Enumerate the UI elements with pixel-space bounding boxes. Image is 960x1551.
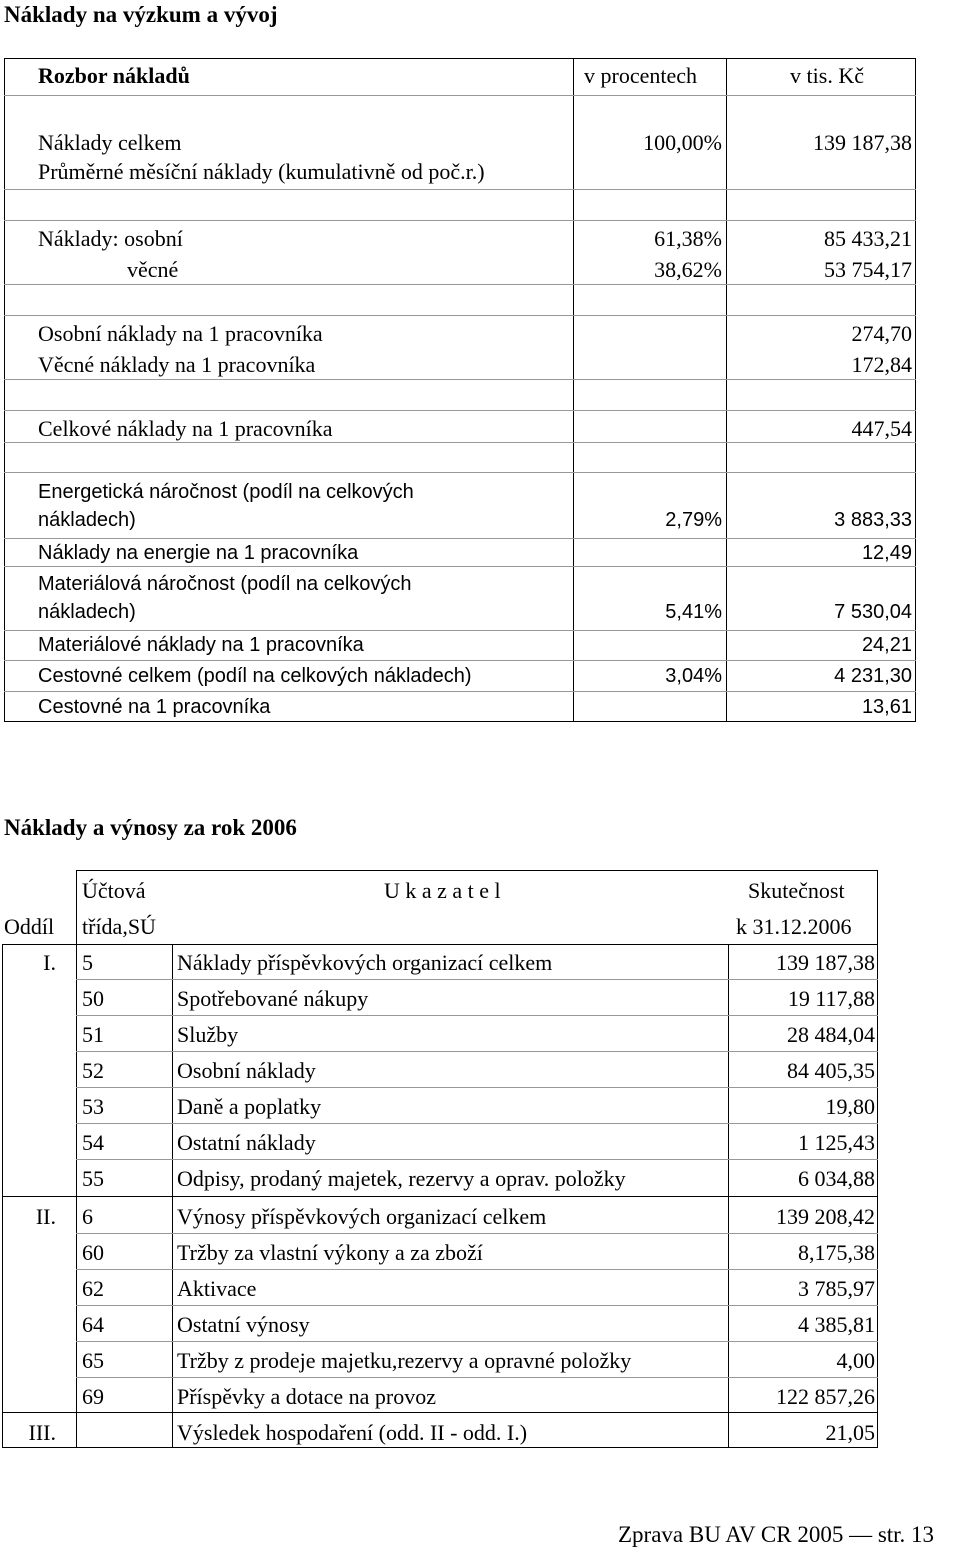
personal-costs-value: 85 433,21 bbox=[824, 226, 912, 251]
material-intensity-label-line2: nákladech) bbox=[38, 601, 136, 623]
row-underline bbox=[76, 1051, 878, 1052]
table-border-top bbox=[76, 870, 878, 871]
row-value: 139 187,38 bbox=[776, 950, 875, 975]
header-ukazatel: U k a z a t e l bbox=[384, 878, 501, 903]
row-trida: 51 bbox=[82, 1022, 104, 1047]
table-header-label: Rozbor nákladů bbox=[38, 63, 190, 88]
row-trida: 64 bbox=[82, 1312, 104, 1337]
row-ukazatel: Náklady příspěvkových organizací celkem bbox=[177, 950, 553, 975]
energy-per-worker-value: 12,49 bbox=[861, 542, 912, 564]
table-border-left bbox=[4, 58, 5, 722]
personal-per-worker-label: Osobní náklady na 1 pracovníka bbox=[38, 321, 323, 346]
row-line bbox=[4, 315, 916, 316]
row-line bbox=[4, 472, 916, 473]
row-ukazatel: Výsledek hospodaření (odd. II - odd. I.) bbox=[177, 1420, 528, 1445]
energy-per-worker-label: Náklady na energie na 1 pracovníka bbox=[38, 542, 359, 564]
header-trida-line1: Účtová bbox=[82, 878, 146, 903]
row-ukazatel: Odpisy, prodaný majetek, rezervy a oprav. položky bbox=[177, 1166, 626, 1191]
row-underline bbox=[76, 1305, 878, 1306]
row-trida: 55 bbox=[82, 1166, 104, 1191]
material-costs-value: 53 754,17 bbox=[824, 257, 912, 282]
row-line bbox=[4, 410, 916, 411]
material-costs-per-worker-value: 24,21 bbox=[861, 634, 912, 656]
row-ukazatel: Osobní náklady bbox=[177, 1058, 316, 1083]
table-border-bottom bbox=[4, 721, 916, 722]
material-costs-percent: 38,62% bbox=[654, 257, 722, 282]
table-header-value: v tis. Kč bbox=[790, 63, 864, 88]
energy-intensity-percent: 2,79% bbox=[665, 509, 722, 531]
row-line bbox=[4, 538, 916, 539]
row-line bbox=[4, 189, 916, 190]
section-title-costs-revenues: Náklady a výnosy za rok 2006 bbox=[4, 815, 297, 840]
table-header-percent: v procentech bbox=[584, 63, 697, 88]
row-value: 3 785,97 bbox=[798, 1276, 875, 1301]
section-divider-iii bbox=[2, 1412, 878, 1413]
row-ukazatel: Daně a poplatky bbox=[177, 1094, 322, 1119]
row-oddil: II. bbox=[35, 1204, 56, 1229]
row-ukazatel: Příspěvky a dotace na provoz bbox=[177, 1384, 437, 1409]
travel-per-worker-label: Cestovné na 1 pracovníka bbox=[38, 696, 271, 718]
row-value: 6 034,88 bbox=[798, 1166, 875, 1191]
energy-intensity-value: 3 883,33 bbox=[834, 509, 912, 531]
row-value: 84 405,35 bbox=[787, 1058, 875, 1083]
personal-costs-percent: 61,38% bbox=[654, 226, 722, 251]
row-underline bbox=[76, 1377, 878, 1378]
row-ukazatel: Ostatní výnosy bbox=[177, 1312, 310, 1337]
row-ukazatel: Výnosy příspěvkových organizací celkem bbox=[177, 1204, 547, 1229]
material-intensity-percent: 5,41% bbox=[665, 601, 722, 623]
row-underline bbox=[76, 1341, 878, 1342]
row-line bbox=[4, 379, 916, 380]
table-border-top bbox=[4, 58, 916, 59]
table-border-bottom bbox=[2, 1447, 878, 1448]
row-value: 1 125,43 bbox=[798, 1130, 875, 1155]
row-line bbox=[4, 95, 916, 96]
travel-per-worker-value: 13,61 bbox=[861, 696, 912, 718]
material-intensity-label-line1: Materiálová náročnost (podíl na celkových bbox=[38, 573, 412, 595]
row-trida: 62 bbox=[82, 1276, 104, 1301]
total-per-worker-value: 447,54 bbox=[851, 416, 912, 441]
row-ukazatel: Ostatní náklady bbox=[177, 1130, 316, 1155]
row-underline bbox=[76, 1123, 878, 1124]
total-costs-value: 139 187,38 bbox=[813, 130, 912, 155]
row-ukazatel: Spotřebované nákupy bbox=[177, 986, 369, 1011]
row-oddil: I. bbox=[43, 950, 56, 975]
header-skutecnost-line1: Skutečnost bbox=[748, 878, 845, 903]
row-ukazatel: Aktivace bbox=[177, 1276, 257, 1301]
row-trida: 69 bbox=[82, 1384, 104, 1409]
header-oddil: Oddíl bbox=[4, 914, 55, 939]
row-underline bbox=[76, 1087, 878, 1088]
row-line bbox=[4, 660, 916, 661]
row-value: 21,05 bbox=[825, 1420, 875, 1445]
section-divider-ii bbox=[2, 1196, 878, 1197]
material-per-worker-value: 172,84 bbox=[851, 352, 912, 377]
header-bottom-line bbox=[2, 944, 878, 945]
row-underline bbox=[76, 1015, 878, 1016]
energy-intensity-label-line2: nákladech) bbox=[38, 509, 136, 531]
row-ukazatel: Tržby z prodeje majetku,rezervy a opravné položky bbox=[177, 1348, 632, 1373]
row-trida: 65 bbox=[82, 1348, 104, 1373]
row-line bbox=[4, 284, 916, 285]
row-value: 4 385,81 bbox=[798, 1312, 875, 1337]
row-line bbox=[4, 442, 916, 443]
travel-costs-percent: 3,04% bbox=[665, 665, 722, 687]
header-trida-line2: třída,SÚ bbox=[82, 914, 156, 939]
row-ukazatel: Služby bbox=[177, 1022, 239, 1047]
material-costs-per-worker-label: Materiálové náklady na 1 pracovníka bbox=[38, 634, 364, 656]
row-value: 8,175,38 bbox=[798, 1240, 875, 1265]
row-value: 122 857,26 bbox=[776, 1384, 875, 1409]
travel-costs-value: 4 231,30 bbox=[834, 665, 912, 687]
col-divider-1 bbox=[573, 58, 574, 722]
total-costs-percent: 100,00% bbox=[643, 130, 722, 155]
personal-per-worker-value: 274,70 bbox=[851, 321, 912, 346]
total-per-worker-label: Celkové náklady na 1 pracovníka bbox=[38, 416, 333, 441]
row-value: 28 484,04 bbox=[787, 1022, 875, 1047]
row-trida: 52 bbox=[82, 1058, 104, 1083]
row-line bbox=[4, 691, 916, 692]
row-trida: 6 bbox=[82, 1204, 93, 1229]
avg-monthly-costs-label: Průměrné měsíční náklady (kumulativně od poč.r.) bbox=[38, 159, 485, 184]
row-value: 139 208,42 bbox=[776, 1204, 875, 1229]
row-oddil: III. bbox=[28, 1420, 56, 1445]
row-trida: 60 bbox=[82, 1240, 104, 1265]
row-value: 19 117,88 bbox=[787, 986, 875, 1011]
material-costs-label: věcné bbox=[127, 257, 179, 282]
row-trida: 53 bbox=[82, 1094, 104, 1119]
header-skutecnost-line2: k 31.12.2006 bbox=[736, 914, 852, 939]
table-border-right bbox=[915, 58, 916, 722]
section-title-rnd: Náklady na výzkum a vývoj bbox=[4, 2, 278, 27]
row-underline bbox=[76, 1269, 878, 1270]
row-underline bbox=[76, 979, 878, 980]
personal-costs-label: Náklady: osobní bbox=[38, 226, 183, 251]
travel-costs-label: Cestovné celkem (podíl na celkových nákladech) bbox=[38, 665, 472, 687]
row-value: 4,00 bbox=[836, 1348, 875, 1373]
row-trida: 54 bbox=[82, 1130, 104, 1155]
col-divider-2 bbox=[726, 58, 727, 722]
total-costs-label: Náklady celkem bbox=[38, 130, 182, 155]
energy-intensity-label-line1: Energetická náročnost (podíl na celkových bbox=[38, 481, 414, 503]
material-per-worker-label: Věcné náklady na 1 pracovníka bbox=[38, 352, 316, 377]
row-line bbox=[4, 630, 916, 631]
row-trida: 5 bbox=[82, 950, 93, 975]
row-underline bbox=[76, 1233, 878, 1234]
row-trida: 50 bbox=[82, 986, 104, 1011]
row-underline bbox=[76, 1159, 878, 1160]
row-line bbox=[4, 220, 916, 221]
material-intensity-value: 7 530,04 bbox=[834, 601, 912, 623]
page-footer: Zprava BU AV CR 2005 — str. 13 bbox=[618, 1522, 935, 1547]
row-line bbox=[4, 566, 916, 567]
row-ukazatel: Tržby za vlastní výkony a za zboží bbox=[177, 1240, 483, 1265]
row-value: 19,80 bbox=[825, 1094, 875, 1119]
